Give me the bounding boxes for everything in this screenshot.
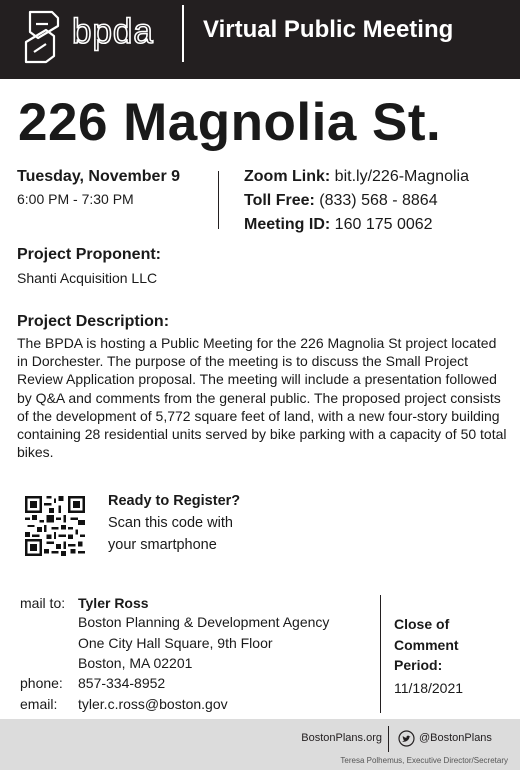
register-line-2: your smartphone bbox=[108, 537, 217, 553]
footer-twitter-handle[interactable]: @BostonPlans bbox=[419, 732, 492, 744]
mail-to-label: mail to: bbox=[20, 595, 66, 611]
footer-website-link[interactable]: BostonPlans.org bbox=[301, 732, 382, 744]
meeting-id-label: Meeting ID: bbox=[244, 216, 331, 233]
comment-period-label: Close of Comment Period: bbox=[394, 616, 459, 673]
description-text: The BPDA is hosting a Public Meeting for the 226 Magnolia St project located in Dorchester. The purpose of the meeting is to discuss the Small Project Review Application proposal. The meeting will include a presentation followed by Q&A and comments from the general public. The proposed project consists of the development of 5,772 square feet of land, with a new four-story building containing 28 residential units served by bike parking with a capacity of 50 total bikes. bbox=[17, 335, 507, 461]
contact-email[interactable]: tyler.c.ross@boston.gov bbox=[78, 696, 228, 712]
toll-free-value: (833) 568 - 8864 bbox=[319, 192, 438, 209]
contact-name: Tyler Ross bbox=[78, 595, 149, 611]
header-bar bbox=[0, 0, 520, 79]
footer-bar bbox=[0, 719, 520, 770]
description-label: Project Description: bbox=[17, 313, 170, 330]
contact-address-2: Boston, MA 02201 bbox=[78, 655, 193, 671]
meeting-time: 6:00 PM - 7:30 PM bbox=[17, 191, 134, 207]
header-divider bbox=[182, 5, 184, 62]
qr-code-icon[interactable] bbox=[25, 496, 85, 556]
meeting-date: Tuesday, November 9 bbox=[17, 168, 181, 185]
meeting-id-value: 160 175 0062 bbox=[334, 216, 433, 233]
register-line-1: Scan this code with bbox=[108, 515, 233, 531]
zoom-link-label: Zoom Link: bbox=[244, 168, 331, 185]
comment-divider bbox=[380, 595, 381, 713]
twitter-icon[interactable] bbox=[398, 730, 415, 747]
contact-agency: Boston Planning & Development Agency bbox=[78, 614, 330, 630]
bpda-logo-icon bbox=[22, 8, 62, 66]
register-title: Ready to Register? bbox=[108, 493, 241, 509]
meeting-id-row bbox=[244, 216, 433, 234]
footer-director-credit: Teresa Polhemus, Executive Director/Secretary bbox=[340, 756, 508, 765]
zoom-link-value[interactable]: bit.ly/226-Magnolia bbox=[334, 168, 469, 185]
proponent-label: Project Proponent: bbox=[17, 246, 162, 263]
header-title: Virtual Public Meeting bbox=[203, 16, 454, 43]
info-divider bbox=[218, 171, 219, 229]
email-label: email: bbox=[20, 696, 58, 712]
proponent-value: Shanti Acquisition LLC bbox=[17, 270, 158, 286]
phone-label: phone: bbox=[20, 675, 63, 691]
logo-text: bpda bbox=[72, 12, 154, 51]
zoom-link-row bbox=[244, 168, 469, 186]
toll-free-row bbox=[244, 192, 438, 210]
comment-period-date: 11/18/2021 bbox=[394, 680, 464, 696]
page-title: 226 Magnolia St. bbox=[18, 93, 442, 152]
contact-phone[interactable]: 857-334-8952 bbox=[78, 675, 166, 691]
toll-free-label: Toll Free: bbox=[244, 192, 315, 209]
contact-address-1: One City Hall Square, 9th Floor bbox=[78, 635, 273, 651]
footer-divider bbox=[388, 726, 389, 752]
